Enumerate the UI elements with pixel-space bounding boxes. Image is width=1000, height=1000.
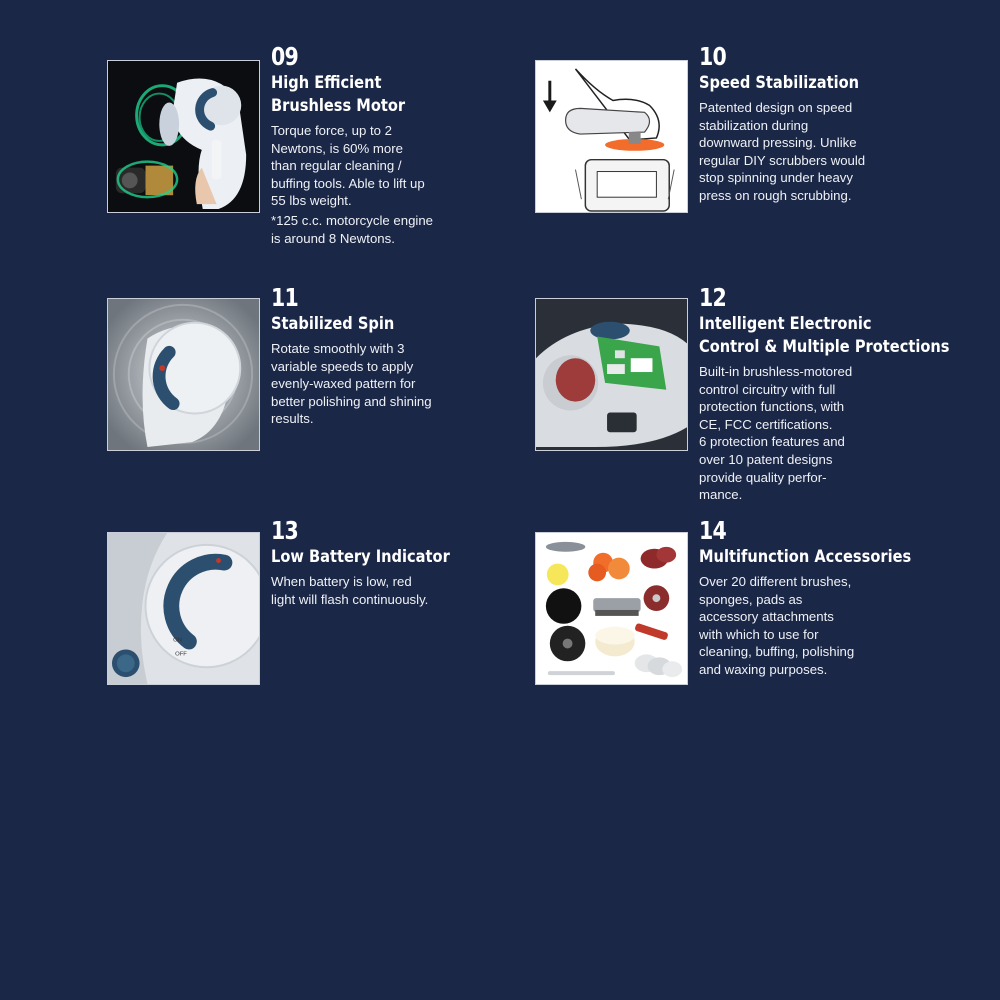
- brushless-motor-scrubber-image: [107, 60, 260, 213]
- feature-note: *125 c.c. motorcycle engine: [271, 212, 433, 228]
- feature-number: 11: [271, 283, 298, 312]
- feature-title: Intelligent Electronic Control & Multiple Protections: [699, 314, 950, 357]
- feature-description: Torque force, up to 2 Newtons, is 60% more than regular cleaning / buffing tools. Able to lift up 55 lbs weight. *125 c.c. motorcycle engine is around 8 Newtons.: [271, 122, 471, 247]
- feature-number: 13: [271, 516, 298, 545]
- accessories-image: [535, 532, 688, 685]
- feature-description: Patented design on speed stabilization during downward pressing. Unlike regular DIY scrubbers would stop spinning under heavy press on rough scrubbing.: [699, 100, 866, 203]
- feature-title: Low Battery Indicator: [271, 547, 450, 567]
- feature-title: Speed Stabilization: [699, 73, 860, 93]
- feature-note: 6 protection features and: [699, 434, 845, 450]
- feature-number: 10: [699, 42, 726, 71]
- battery-indicator-image: [107, 532, 260, 685]
- feature-number: 09: [271, 42, 298, 71]
- hand-pressing-scrubber-image: [535, 60, 688, 213]
- circuit-board-image: [535, 298, 688, 451]
- feature-title: Multifunction Accessories: [699, 547, 912, 567]
- feature-description: Over 20 different brushes, sponges, pads as accessory attachments with which to use for cleaning, buffing, polishing and waxing purposes.: [699, 574, 855, 677]
- stabilized-spin-image: [107, 298, 260, 451]
- feature-title: High Efficient Brushless Motor: [271, 73, 406, 116]
- feature-description: When battery is low, red light will flash continuously.: [271, 574, 429, 607]
- svg-text:OFF: OFF: [175, 651, 187, 658]
- feature-description: Built-in brushless-motored control circuitry with full protection functions, with CE, FCC certifications. 6 protection features and over 10 patent designs provide quality perfor- mance.: [699, 363, 899, 504]
- feature-number: 12: [699, 283, 726, 312]
- svg-text:ON: ON: [173, 637, 182, 644]
- feature-description: Rotate smoothly with 3 variable speeds to apply evenly-waxed pattern for better polishing and shining results.: [271, 341, 432, 427]
- feature-number: 14: [699, 516, 726, 545]
- feature-title: Stabilized Spin: [271, 314, 395, 334]
